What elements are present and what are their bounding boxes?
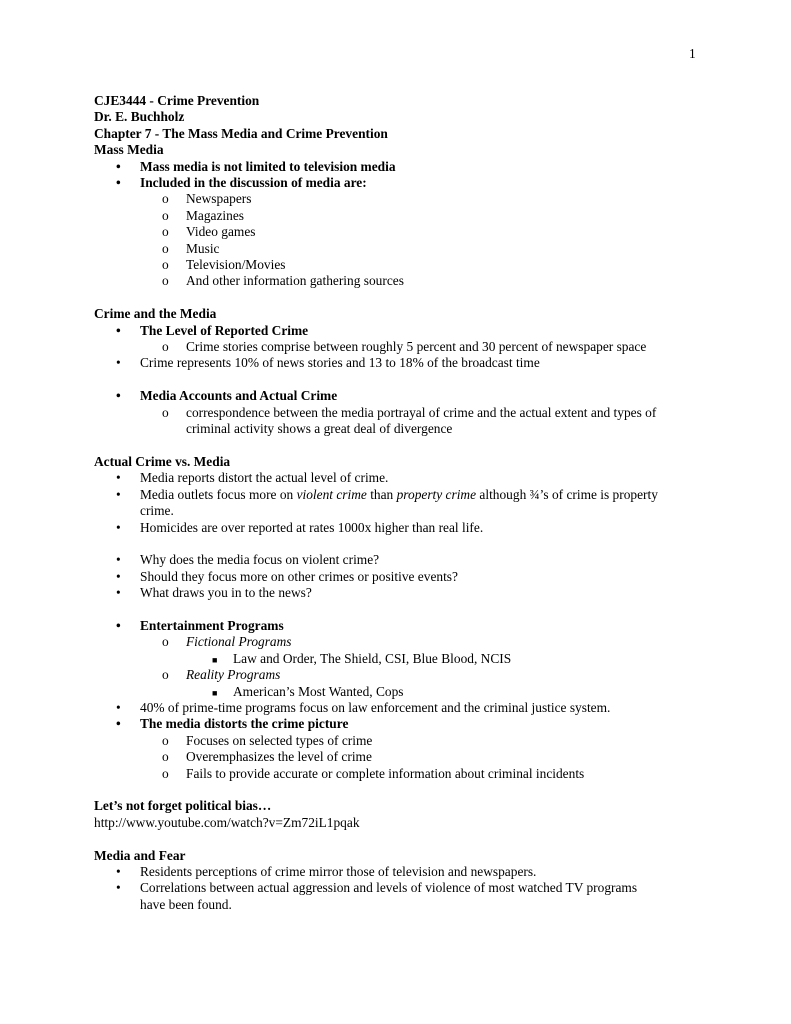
circle-bullet-icon: o: [162, 257, 169, 273]
list-item-continuation: crime.: [140, 503, 174, 519]
bullet-icon: •: [116, 322, 121, 338]
section-heading-political-bias: Let’s not forget political bias…: [94, 798, 272, 814]
list-item: • Entertainment Programs: [116, 617, 284, 633]
list-item: • Why does the media focus on violent crime?: [116, 552, 380, 568]
list-item: o And other information gathering sources: [162, 273, 404, 289]
section-heading-crime-media: Crime and the Media: [94, 306, 217, 322]
list-item: • Crime represents 10% of news stories and 13 to 18% of the broadcast time: [116, 355, 540, 371]
bullet-icon: •: [116, 175, 121, 191]
circle-bullet-icon: o: [162, 765, 169, 781]
bullet-icon: •: [116, 552, 121, 568]
circle-bullet-icon: o: [162, 240, 169, 256]
bullet-icon: •: [116, 470, 121, 486]
page-number: 1: [689, 46, 696, 61]
list-item: • Should they focus more on other crimes or positive events?: [116, 568, 458, 584]
list-item: • What draws you in to the news?: [116, 585, 312, 601]
list-item: o Overemphasizes the level of crime: [162, 749, 372, 765]
bullet-icon: •: [116, 568, 121, 584]
circle-bullet-icon: o: [162, 404, 169, 420]
list-item: • Included in the discussion of media are:: [116, 175, 367, 191]
bullet-icon: •: [116, 486, 121, 502]
list-item: o correspondence between the media portrayal of crime and the actual extent and types of: [162, 404, 657, 420]
list-item: o Television/Movies: [162, 257, 286, 273]
list-item: • Media reports distort the actual level of crime.: [116, 470, 389, 486]
bullet-icon: •: [116, 388, 121, 404]
circle-bullet-icon: o: [162, 634, 169, 650]
circle-bullet-icon: o: [162, 749, 169, 765]
bullet-icon: •: [116, 617, 121, 633]
list-item: • 40% of prime-time programs focus on law enforcement and the criminal justice system.: [116, 699, 611, 715]
square-bullet-icon: ■: [212, 654, 218, 665]
list-item: o Newspapers: [162, 191, 252, 207]
list-item: • Media Accounts and Actual Crime: [116, 388, 338, 404]
list-item: o Music: [162, 240, 220, 256]
bullet-icon: •: [116, 519, 121, 535]
bullet-icon: •: [116, 585, 121, 601]
list-item: o Fails to provide accurate or complete information about criminal incidents: [162, 765, 585, 781]
list-item: • Homicides are over reported at rates 1000x higher than real life.: [116, 519, 484, 535]
circle-bullet-icon: o: [162, 224, 169, 240]
course-title: CJE3444 - Crime Prevention: [94, 93, 260, 108]
section-heading-media-fear: Media and Fear: [94, 847, 186, 863]
circle-bullet-icon: o: [162, 273, 169, 289]
list-item-continuation: criminal activity shows a great deal of divergence: [186, 421, 453, 437]
list-item: o Video games: [162, 224, 256, 240]
list-item-continuation: have been found.: [140, 896, 232, 912]
list-item: ■ American’s Most Wanted, Cops: [94, 684, 694, 700]
list-item: • Residents perceptions of crime mirror those of television and newspapers.: [116, 863, 537, 879]
bullet-icon: •: [116, 880, 121, 896]
section-heading-actual-crime: Actual Crime vs. Media: [94, 453, 231, 469]
list-item: o Reality Programs: [162, 667, 281, 683]
list-item: • Mass media is not limited to television media: [116, 158, 396, 174]
circle-bullet-icon: o: [162, 339, 169, 355]
bullet-icon: •: [116, 355, 121, 371]
list-item: o Focuses on selected types of crime: [162, 732, 373, 748]
list-item: • Media outlets focus more on violent crime than property crime although ¾’s of crime is property: [116, 486, 658, 502]
chapter-title: Chapter 7 - The Mass Media and Crime Prevention: [94, 125, 388, 141]
list-item: o Fictional Programs: [162, 634, 292, 650]
circle-bullet-icon: o: [162, 207, 169, 223]
list-item: • The media distorts the crime picture: [116, 716, 349, 732]
list-item: o Magazines: [162, 207, 245, 223]
list-item: o Crime stories comprise between roughly 5 percent and 30 percent of newspaper space: [162, 339, 647, 355]
circle-bullet-icon: o: [162, 732, 169, 748]
instructor-name: Dr. E. Buchholz: [94, 109, 185, 125]
bullet-icon: •: [116, 158, 121, 174]
section-heading-mass-media: Mass Media: [94, 142, 164, 158]
circle-bullet-icon: o: [162, 667, 169, 683]
bullet-icon: •: [116, 699, 121, 715]
list-item: ■ Law and Order, The Shield, CSI, Blue Blood, NCIS: [94, 651, 694, 667]
document-body: [94, 93, 694, 913]
list-item: • Correlations between actual aggression and levels of violence of most watched TV programs: [116, 880, 638, 896]
bullet-icon: •: [116, 863, 121, 879]
list-item: • The Level of Reported Crime: [116, 322, 309, 338]
bullet-icon: •: [116, 716, 121, 732]
video-link[interactable]: http://www.youtube.com/watch?v=Zm72iL1pqak: [94, 814, 360, 830]
square-bullet-icon: ■: [212, 687, 218, 698]
circle-bullet-icon: o: [162, 191, 169, 207]
